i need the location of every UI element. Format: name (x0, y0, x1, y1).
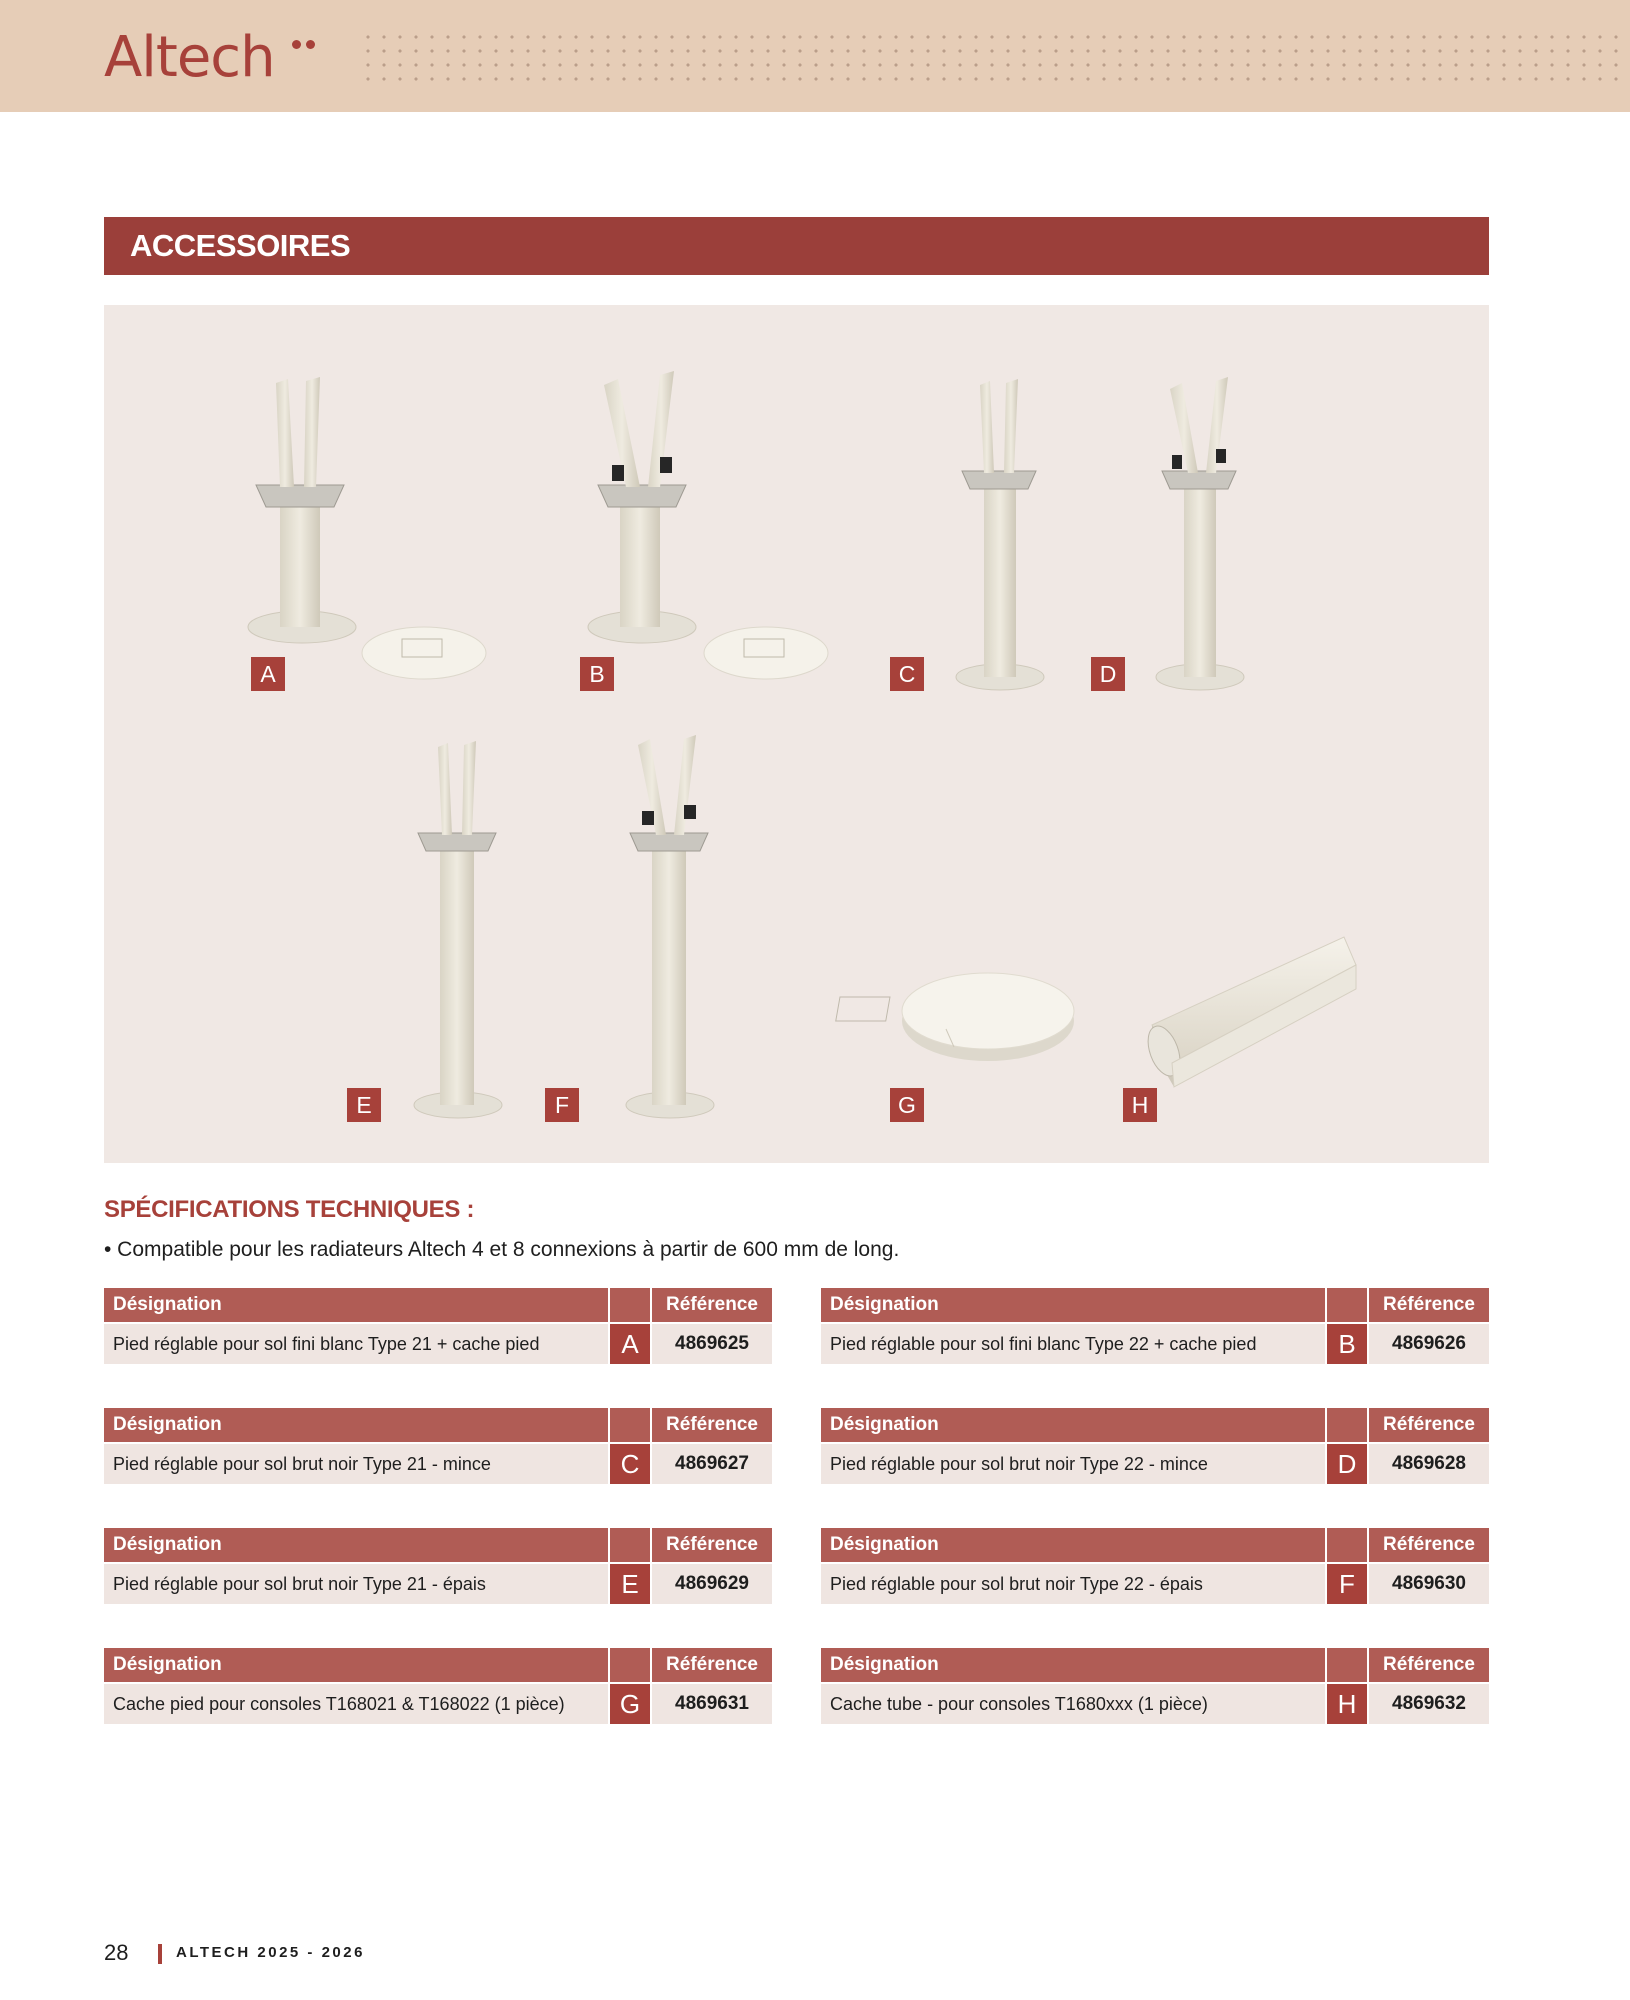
letter-badge: F (1327, 1564, 1367, 1604)
letter-badge: B (1327, 1324, 1367, 1364)
header-designation: Désignation (104, 1408, 608, 1442)
header-spacer (1327, 1528, 1367, 1562)
specs-line: • Compatible pour les radiateurs Altech 4 et 8 connexions à partir de 600 mm de long. (104, 1238, 900, 1261)
brand-logo: Altech (104, 25, 275, 90)
designation-cell: Pied réglable pour sol fini blanc Type 22 + cache pied (821, 1324, 1325, 1364)
designation-cell: Pied réglable pour sol brut noir Type 21 - épais (104, 1564, 608, 1604)
letter-badge: E (610, 1564, 650, 1604)
header-spacer (1327, 1288, 1367, 1322)
designation-cell: Pied réglable pour sol brut noir Type 22 - épais (821, 1564, 1325, 1604)
header-designation: Désignation (104, 1648, 608, 1682)
photo-label-c: C (890, 657, 924, 691)
reference-cell: 4869626 (1369, 1324, 1489, 1364)
photo-label-b: B (580, 657, 614, 691)
footer-text: ALTECH 2025 - 2026 (176, 1944, 365, 1961)
designation-cell: Cache pied pour consoles T168021 & T168022 (1 pièce) (104, 1684, 608, 1724)
header-designation: Désignation (821, 1408, 1325, 1442)
header-band (0, 0, 1630, 112)
product-d (1156, 377, 1244, 690)
photo-label-f: F (545, 1088, 579, 1122)
header-spacer (610, 1288, 650, 1322)
letter-badge: C (610, 1444, 650, 1484)
header-spacer (610, 1408, 650, 1442)
footer-divider (158, 1944, 162, 1964)
section-title: ACCESSOIRES (104, 217, 1489, 275)
header-reference: Référence (1369, 1528, 1489, 1562)
product-photo (104, 305, 1489, 1163)
designation-cell: Pied réglable pour sol brut noir Type 21 - mince (104, 1444, 608, 1484)
designation-cell: Pied réglable pour sol brut noir Type 22 - mince (821, 1444, 1325, 1484)
photo-label-e: E (347, 1088, 381, 1122)
header-reference: Référence (652, 1408, 772, 1442)
header-spacer (1327, 1648, 1367, 1682)
product-e (414, 741, 502, 1118)
reference-cell: 4869631 (652, 1684, 772, 1724)
product-f (626, 735, 714, 1118)
reference-table-d (821, 1408, 1489, 1486)
product-c (956, 379, 1044, 690)
reference-table-e (104, 1528, 772, 1606)
product-g (836, 973, 1074, 1061)
logo-dots-icon (292, 36, 320, 54)
dot-pattern (360, 30, 1630, 86)
photo-label-g: G (890, 1088, 924, 1122)
header-designation: Désignation (104, 1288, 608, 1322)
letter-badge: D (1327, 1444, 1367, 1484)
reference-table-g (104, 1648, 772, 1726)
header-designation: Désignation (104, 1528, 608, 1562)
header-designation: Désignation (821, 1648, 1325, 1682)
photo-label-a: A (251, 657, 285, 691)
specs-title: SPÉCIFICATIONS TECHNIQUES : (104, 1196, 475, 1223)
header-designation: Désignation (821, 1528, 1325, 1562)
designation-cell: Cache tube - pour consoles T1680xxx (1 pièce) (821, 1684, 1325, 1724)
header-spacer (1327, 1408, 1367, 1442)
reference-cell: 4869630 (1369, 1564, 1489, 1604)
reference-table-c (104, 1408, 772, 1486)
letter-badge: G (610, 1684, 650, 1724)
designation-cell: Pied réglable pour sol fini blanc Type 21 + cache pied (104, 1324, 608, 1364)
photo-label-d: D (1091, 657, 1125, 691)
letter-badge: H (1327, 1684, 1367, 1724)
letter-badge: A (610, 1324, 650, 1364)
header-reference: Référence (652, 1648, 772, 1682)
reference-cell: 4869632 (1369, 1684, 1489, 1724)
product-illustration (104, 305, 1489, 1163)
reference-cell: 4869627 (652, 1444, 772, 1484)
reference-table-f (821, 1528, 1489, 1606)
product-h (1142, 937, 1356, 1087)
reference-cell: 4869628 (1369, 1444, 1489, 1484)
header-reference: Référence (652, 1528, 772, 1562)
header-reference: Référence (1369, 1288, 1489, 1322)
product-a (248, 377, 486, 679)
reference-table-h (821, 1648, 1489, 1726)
header-spacer (610, 1528, 650, 1562)
reference-cell: 4869629 (652, 1564, 772, 1604)
header-reference: Référence (652, 1288, 772, 1322)
header-designation: Désignation (821, 1288, 1325, 1322)
header-reference: Référence (1369, 1408, 1489, 1442)
page-number: 28 (104, 1940, 129, 1965)
header-spacer (610, 1648, 650, 1682)
reference-table-b (821, 1288, 1489, 1366)
reference-table-a (104, 1288, 772, 1366)
product-b (588, 371, 828, 679)
reference-cell: 4869625 (652, 1324, 772, 1364)
photo-label-h: H (1123, 1088, 1157, 1122)
header-reference: Référence (1369, 1648, 1489, 1682)
